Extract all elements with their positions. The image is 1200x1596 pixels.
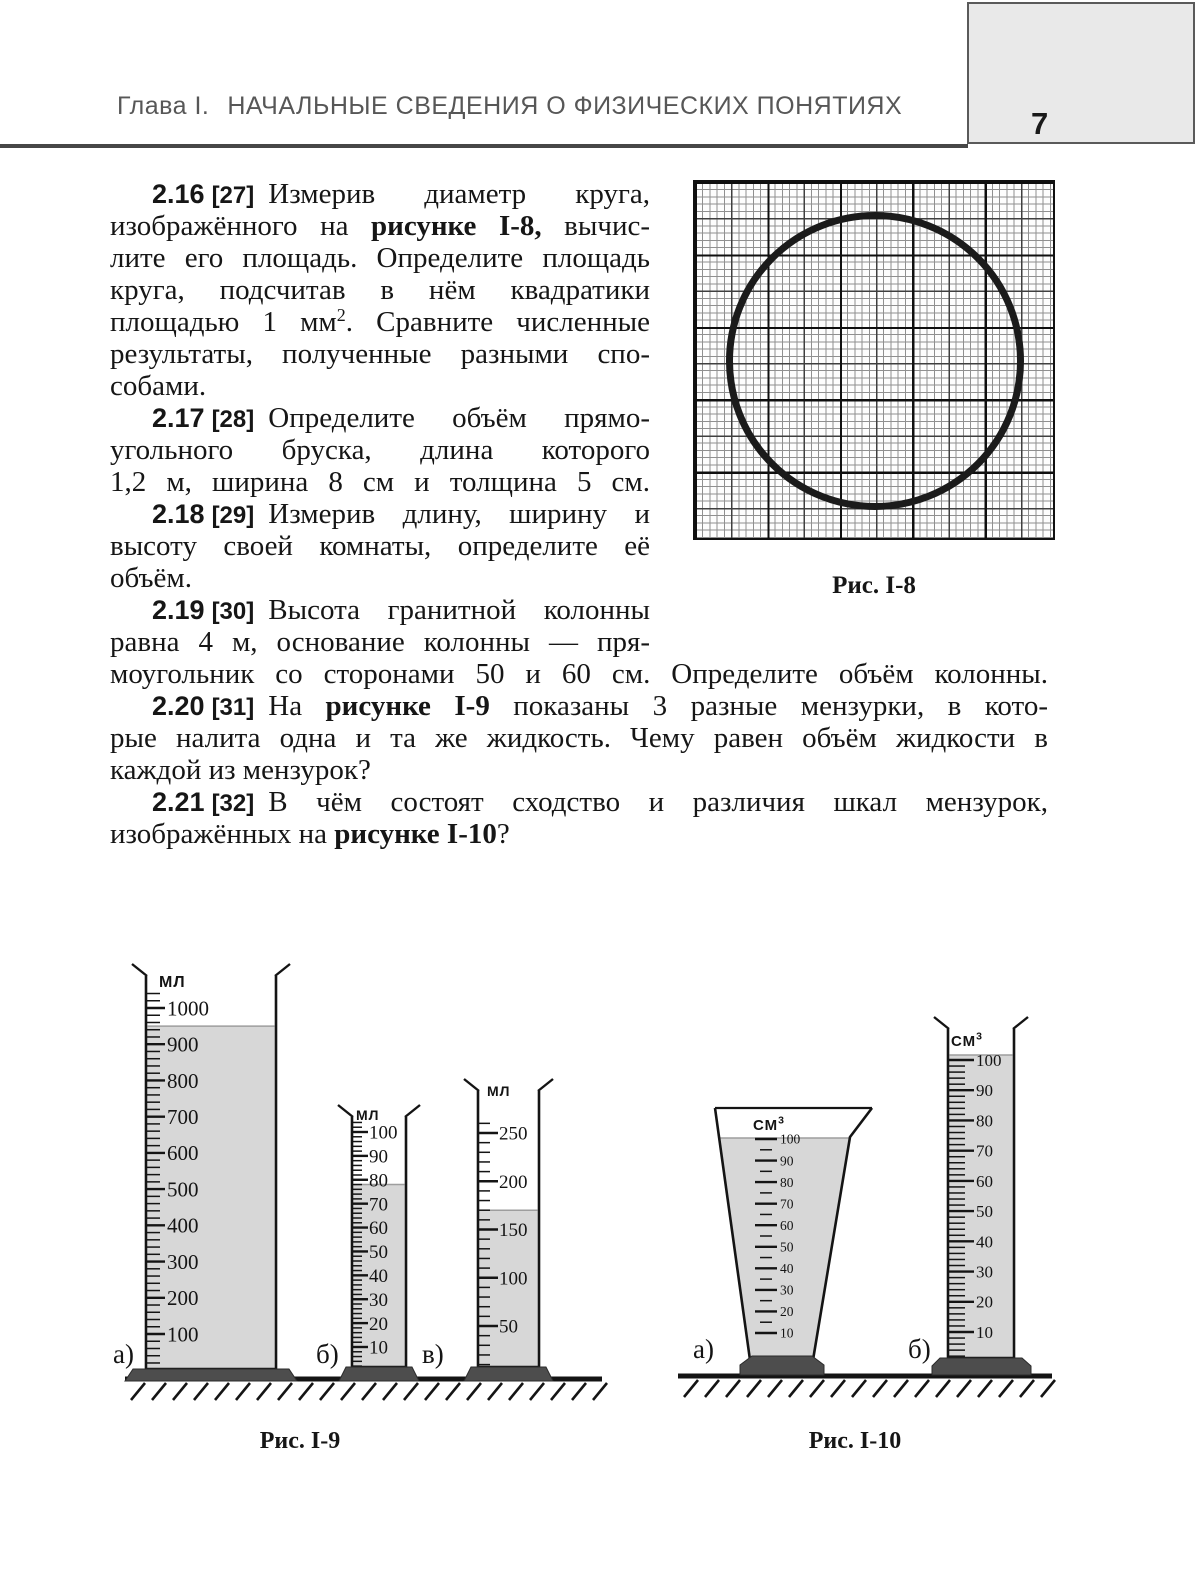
- ground-hatch: [362, 1383, 376, 1400]
- ground-hatch: [684, 1380, 698, 1397]
- ground-hatch: [257, 1383, 271, 1400]
- text-line: [110, 626, 650, 658]
- text-segment-ref: [30]: [211, 598, 255, 625]
- text-segment-ref: [31]: [211, 694, 255, 721]
- text-line: [110, 274, 650, 306]
- vessel-flare: [464, 1079, 479, 1091]
- tick-label: 1000: [167, 996, 209, 1021]
- text-line: [110, 498, 650, 530]
- ground-hatch: [999, 1380, 1013, 1397]
- tick-label: 60: [976, 1171, 993, 1191]
- text-segment: высоту своей комнаты, определите её: [110, 530, 650, 562]
- text-line: [110, 690, 1048, 722]
- text-line: [110, 786, 1048, 818]
- vessel-base: [740, 1356, 824, 1375]
- ground-hatch: [1041, 1380, 1055, 1397]
- ground-hatch: [215, 1383, 229, 1400]
- page-number-box: [967, 2, 1195, 144]
- tick-label: 40: [369, 1265, 388, 1287]
- tick-label: 100: [976, 1050, 1002, 1070]
- ground-hatch: [873, 1380, 887, 1397]
- vessel-flare: [338, 1105, 353, 1117]
- text-segment: изображённых на: [110, 818, 335, 850]
- tick-label: 20: [780, 1304, 794, 1320]
- text-segment: изображённого на: [110, 210, 372, 242]
- tick-label: 400: [167, 1213, 199, 1238]
- tick-label: 50: [976, 1202, 993, 1222]
- ground-hatch: [978, 1380, 992, 1397]
- vessel-base: [464, 1367, 553, 1381]
- chapter-title: НАЧАЛЬНЫЕ СВЕДЕНИЯ О ФИЗИЧЕСКИХ ПОНЯТИЯХ: [227, 92, 903, 120]
- tick-label: 80: [369, 1170, 388, 1192]
- tick-label: 50: [499, 1316, 518, 1338]
- tick-label: 30: [369, 1289, 388, 1311]
- text-segment: Высота гранитной колонны: [268, 594, 650, 626]
- tick-label: 90: [369, 1146, 388, 1168]
- tick-label: 700: [167, 1105, 199, 1130]
- tick-label: 300: [167, 1249, 199, 1274]
- text-segment-ref: [27]: [211, 182, 255, 209]
- tick-label: 20: [369, 1313, 388, 1335]
- tick-label: 100: [369, 1122, 398, 1144]
- text-line: [110, 594, 650, 626]
- text-segment-ref: [28]: [211, 406, 255, 433]
- text-segment: рые налита одна и та же жидкость. Чему равен объём жидкости в: [110, 722, 1048, 754]
- tick-label: 10: [780, 1325, 794, 1341]
- ground-hatch: [831, 1380, 845, 1397]
- tick-label: 40: [780, 1261, 794, 1277]
- text-column-narrow: [110, 178, 650, 658]
- tick-label: 70: [780, 1196, 794, 1212]
- tick-label: 30: [780, 1282, 794, 1298]
- vessel-letter-label: б): [316, 1339, 339, 1369]
- text-line: [110, 530, 650, 562]
- ground-hatch: [467, 1383, 481, 1400]
- tick-label: 200: [167, 1286, 199, 1311]
- ground-hatch: [152, 1383, 166, 1400]
- chapter-label: Глава I.: [117, 92, 210, 120]
- vessel-flare: [538, 1079, 553, 1091]
- ground-hatch: [299, 1383, 313, 1400]
- figure-i10-caption: Рис. I-10: [808, 1428, 902, 1454]
- tick-label: 20: [976, 1292, 993, 1312]
- unit-label: $СМ^3$: [753, 1114, 785, 1134]
- ground-hatch: [446, 1383, 460, 1400]
- ground-hatch: [173, 1383, 187, 1400]
- unit-label: МЛ: [356, 1107, 380, 1123]
- text-segment: угольного бруска, длина которого: [110, 434, 650, 466]
- tick-label: 600: [167, 1141, 199, 1166]
- vessel-flare: [132, 964, 147, 976]
- tick-label: 900: [167, 1032, 199, 1057]
- ground-hatch: [278, 1383, 292, 1400]
- vessel-flare: [405, 1105, 420, 1117]
- text-segment: объём.: [110, 562, 193, 594]
- ground-hatch: [1020, 1380, 1034, 1397]
- vessel-letter-label: а): [113, 1339, 134, 1369]
- text-segment-num: 2.17: [152, 403, 205, 433]
- tick-label: 70: [369, 1194, 388, 1216]
- tick-label: 250: [499, 1123, 528, 1145]
- tick-label: 150: [499, 1220, 528, 1242]
- text-segment: вычис-: [541, 210, 650, 242]
- vessel-letter-label: а): [693, 1334, 714, 1364]
- text-column-wide: [110, 658, 1048, 850]
- text-line: [110, 338, 650, 370]
- text-segment: показаны 3 разные мензурки, в кото-: [489, 690, 1048, 722]
- vessel-flare: [275, 964, 290, 976]
- text-line: [110, 722, 1048, 754]
- text-segment: лите его площадь. Определите площадь: [110, 242, 650, 274]
- tick-label: 800: [167, 1068, 199, 1093]
- text-segment-ref: [29]: [211, 502, 255, 529]
- text-segment: моугольник со сторонами 50 и 60 см. Определите объём колонны.: [110, 658, 1048, 690]
- text-segment: Измерив длину, ширину и: [268, 498, 650, 530]
- page-number: 7: [1031, 106, 1049, 141]
- tick-label: 10: [976, 1322, 993, 1342]
- text-line: [110, 402, 650, 434]
- figure-i10-canvas: [660, 1000, 1080, 1400]
- ground-hatch: [705, 1380, 719, 1397]
- text-line: [110, 306, 650, 338]
- text-line: [110, 210, 650, 242]
- text-segment-num: 2.20: [152, 691, 205, 721]
- text-line: [110, 434, 650, 466]
- header-rule: [0, 144, 968, 148]
- figure-i8-graph-paper: [693, 180, 1055, 540]
- text-segment: каждой из мензурок?: [110, 754, 371, 786]
- unit-label: МЛ: [487, 1083, 511, 1099]
- text-segment: ?: [496, 818, 510, 850]
- ground-hatch: [236, 1383, 250, 1400]
- figure-i9-canvas: [100, 940, 620, 1410]
- text-segment: Измерив диаметр круга,: [268, 178, 650, 210]
- text-line: [110, 754, 1048, 786]
- text-line: [110, 242, 650, 274]
- text-line: [110, 818, 1048, 850]
- vessel-base: [932, 1358, 1031, 1375]
- ground-hatch: [131, 1383, 145, 1400]
- text-segment-sup: 2: [336, 305, 346, 325]
- text-segment-bold: рисунке I-9: [325, 690, 490, 722]
- text-segment: На: [268, 690, 326, 722]
- tick-label: 30: [976, 1262, 993, 1282]
- ground-hatch: [572, 1383, 586, 1400]
- tick-label: 90: [976, 1081, 993, 1101]
- ground-hatch: [404, 1383, 418, 1400]
- text-segment-num: 2.19: [152, 595, 205, 625]
- ground-hatch: [810, 1380, 824, 1397]
- ground-hatch: [768, 1380, 782, 1397]
- tick-label: 100: [780, 1131, 801, 1147]
- chapter-header: [117, 92, 902, 121]
- unit-label: МЛ: [159, 974, 186, 991]
- text-line: [110, 178, 650, 210]
- vessel-base: [125, 1369, 297, 1381]
- text-segment-num: 2.18: [152, 499, 205, 529]
- vessel-flare: [1013, 1017, 1028, 1029]
- ground-hatch: [894, 1380, 908, 1397]
- text-segment: равна 4 м, основание колонны — пря-: [110, 626, 650, 658]
- ground-hatch: [509, 1383, 523, 1400]
- tick-label: 50: [780, 1239, 794, 1255]
- tick-label: 100: [499, 1268, 528, 1290]
- vessel-letter-label: б): [908, 1334, 931, 1364]
- text-segment: собами.: [110, 370, 207, 402]
- tick-label: 200: [499, 1171, 528, 1193]
- tick-label: 80: [780, 1174, 794, 1190]
- ground-hatch: [936, 1380, 950, 1397]
- figure-i9-caption: Рис. I-9: [259, 1428, 341, 1454]
- ground-hatch: [747, 1380, 761, 1397]
- ground-hatch: [320, 1383, 334, 1400]
- ground-hatch: [425, 1383, 439, 1400]
- ground-hatch: [852, 1380, 866, 1397]
- tick-label: 60: [369, 1218, 388, 1240]
- text-segment-ref: [32]: [211, 790, 255, 817]
- text-segment: круга, подсчитав в нём квадратики: [110, 274, 650, 306]
- vessel-base: [339, 1367, 419, 1381]
- ground-hatch: [789, 1380, 803, 1397]
- ground-hatch: [383, 1383, 397, 1400]
- text-segment: . Сравните численные: [345, 306, 650, 338]
- ground-hatch: [915, 1380, 929, 1397]
- text-segment-num: 2.16: [152, 179, 205, 209]
- text-segment-bold: рисунке I-8,: [371, 210, 542, 242]
- tick-label: 90: [780, 1153, 794, 1169]
- text-line: [110, 658, 1048, 690]
- tick-label: 70: [976, 1141, 993, 1161]
- text-line: [110, 466, 650, 498]
- ground-hatch: [726, 1380, 740, 1397]
- figure-i8-caption: Рис. I-8: [832, 572, 916, 599]
- text-segment: результаты, полученные разными спо-: [110, 338, 650, 370]
- text-segment: 1,2 м, ширина 8 см и толщина 5 см.: [110, 466, 650, 498]
- tick-label: 500: [167, 1177, 199, 1202]
- tick-label: 100: [167, 1322, 199, 1347]
- ground-hatch: [957, 1380, 971, 1397]
- tick-label: 80: [976, 1111, 993, 1131]
- tick-label: 60: [780, 1217, 794, 1233]
- text-segment-bold: рисунке I-10: [334, 818, 497, 850]
- vessel-letter-label: в): [422, 1339, 444, 1369]
- vessel-flare: [934, 1017, 949, 1029]
- ground-hatch: [551, 1383, 565, 1400]
- tick-label: 40: [976, 1232, 993, 1252]
- ground-hatch: [593, 1383, 607, 1400]
- ground-hatch: [341, 1383, 355, 1400]
- text-segment: Определите объём прямо-: [268, 402, 650, 434]
- ground-hatch: [488, 1383, 502, 1400]
- tick-label: 50: [369, 1242, 388, 1264]
- text-line: [110, 562, 650, 594]
- text-line: [110, 370, 650, 402]
- unit-label: $СМ^3$: [951, 1030, 983, 1050]
- text-segment-num: 2.21: [152, 787, 205, 817]
- figure-i8-circle: [726, 212, 1024, 510]
- ground-hatch: [530, 1383, 544, 1400]
- text-segment: площадью 1 мм: [110, 306, 337, 338]
- ground-hatch: [194, 1383, 208, 1400]
- text-segment: В чём состоят сходство и различия шкал мензурок,: [268, 786, 1048, 818]
- tick-label: 10: [369, 1337, 388, 1359]
